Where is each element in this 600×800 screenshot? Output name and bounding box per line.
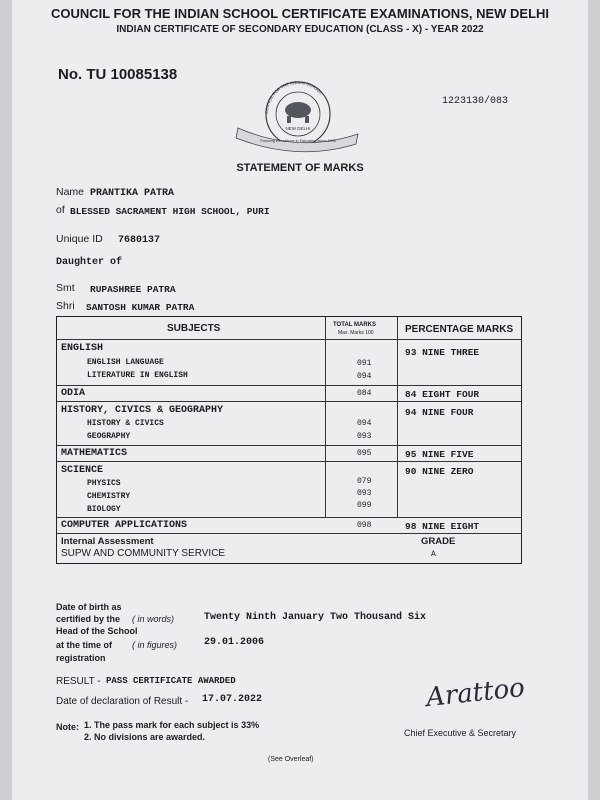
marks-biology: 099 [357,501,372,510]
marks-physics: 079 [357,477,372,486]
subject-computer-applications: COMPUTER APPLICATIONS [61,520,188,531]
part-history-civics: HISTORY & CIVICS [87,419,164,428]
supw-grade: A [431,550,436,559]
percent-history: 94 NINE FOUR [405,407,474,418]
student-name: PRANTIKA PATRA [90,188,175,199]
result-label: RESULT - [56,676,101,687]
percent-science: 90 NINE ZERO [405,466,474,477]
certificate-number: No. TU 10085138 [58,66,178,83]
marks-mathematics: 095 [357,449,372,458]
part-literature: LITERATURE IN ENGLISH [87,371,188,380]
part-geography: GEOGRAPHY [87,432,131,441]
col-total-max: Max. Marks 100 [338,330,374,336]
subject-science: SCIENCE [61,465,104,476]
note-1: 1. The pass mark for each subject is 33% [84,720,260,730]
col-subjects: SUBJECTS [167,323,221,334]
internal-assessment-label: Internal Assessment [61,536,154,547]
marks-geography: 093 [357,432,372,441]
marks-computer-applications: 098 [357,521,372,530]
daughter-of-label: Daughter of [56,257,123,268]
council-emblem [232,72,364,158]
col-total-marks: TOTAL MARKS [333,322,376,328]
part-physics: PHYSICS [87,479,121,488]
subject-mathematics: MATHEMATICS [61,448,128,459]
declaration-label: Date of declaration of Result - [56,696,189,707]
note-2: 2. No divisions are awarded. [84,732,206,742]
see-overleaf: (See Overleaf) [268,756,314,763]
unique-id: 7680137 [118,235,161,246]
part-english-language: ENGLISH LANGUAGE [87,358,164,367]
col-percentage: PERCENTAGE MARKS [405,324,514,335]
unique-id-label: Unique ID [56,233,103,245]
supw-label: SUPW AND COMMUNITY SERVICE [61,548,226,559]
dob-label-4: at the time of [56,640,113,650]
mother-prefix: Smt [56,282,75,294]
exam-heading: INDIAN CERTIFICATE OF SECONDARY EDUCATION (CLASS - X) - YEAR 2022 [116,24,484,35]
subject-odia: ODIA [61,388,86,399]
grade-label: GRADE [421,536,456,547]
marks-literature: 094 [357,372,372,381]
dob-label-2: certified by the [56,614,121,624]
note-label: Note: [56,722,79,732]
in-words-label: ( in words) [132,614,175,624]
marks-chemistry: 093 [357,489,372,498]
school-of-label: of [56,204,65,216]
percent-computer-applications: 98 NINE EIGHT [405,521,480,532]
declaration-date: 17.07.2022 [202,694,263,705]
mother-name: RUPASHREE PATRA [90,284,176,295]
marks-history-civics: 094 [357,419,372,428]
emblem-ribbon-text: Pursuing Excellence in Education since 1958 [260,139,336,143]
in-figures-label: ( in figures) [132,640,178,650]
part-chemistry: CHEMISTRY [87,492,131,501]
percent-mathematics: 95 NINE FIVE [405,449,474,460]
subject-english: ENGLISH [61,343,104,354]
dob-in-words: Twenty Ninth January Two Thousand Six [204,612,427,623]
reference-number: 1223130/083 [442,96,509,107]
dob-label-1: Date of birth as [56,602,122,612]
percent-odia: 84 EIGHT FOUR [405,389,480,400]
part-biology: BIOLOGY [87,505,121,514]
dob-in-figures: 29.01.2006 [204,637,265,648]
father-prefix: Shri [56,300,75,312]
council-heading: COUNCIL FOR THE INDIAN SCHOOL CERTIFICATE EXAMINATIONS, NEW DELHI [50,6,550,21]
marks-odia: 084 [357,389,372,398]
result-value: PASS CERTIFICATE AWARDED [106,676,236,686]
marks-english-language: 091 [357,359,372,368]
emblem-elephant-icon [285,102,311,118]
name-label: Name [56,186,85,198]
school-name: BLESSED SACRAMENT HIGH SCHOOL, PURI [70,206,270,217]
father-name: SANTOSH KUMAR PATRA [86,302,195,313]
signature-title: Chief Executive & Secretary [404,728,517,738]
dob-label-5: registration [56,653,106,663]
statement-title: STATEMENT OF MARKS [236,162,364,174]
percent-english: 93 NINE THREE [405,347,480,358]
signature-handwriting: Arattoo [424,672,527,714]
marksheet-page [12,0,588,800]
dob-label-3: Head of the School [56,626,138,636]
emblem-center-text: NEW DELHI [285,126,311,131]
emblem-ring-text: COUNCIL FOR THE INDIAN SCHOOL [263,79,324,115]
subject-history: HISTORY, CIVICS & GEOGRAPHY [61,405,224,416]
marks-table [56,316,522,564]
